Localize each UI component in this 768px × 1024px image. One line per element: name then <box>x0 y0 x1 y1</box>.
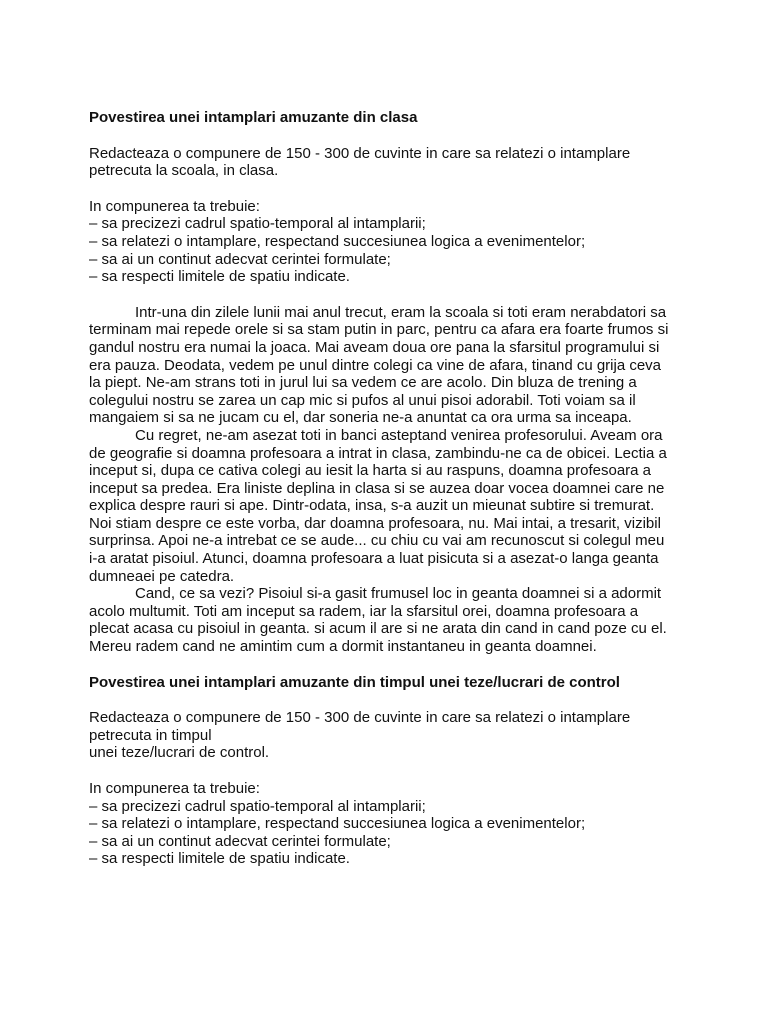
story-line: Cand, ce sa vezi? Pisoiul si-a gasit frumusel loc in geanta doamnei si a adormit <box>135 585 662 603</box>
story-line: Intr-una din zilele lunii mai anul trecut, eram la scoala si toti eram nerabdatori sa <box>135 303 667 321</box>
requirement-item: – sa relatezi o intamplare, respectand succesiunea logica a evenimentelor; <box>89 232 586 250</box>
story-line: terminam mai repede orele si sa stam putin in parc, pentru ca afara era foarte frumos si <box>89 321 669 339</box>
story-line: Mereu radem cand ne amintim cum a dormit instantaneu in geanta doamnei. <box>89 638 597 656</box>
requirement-item: – sa ai un continut adecvat cerintei formulate; <box>89 250 391 268</box>
story-line: Noi stiam despre ce este vorba, dar doamna profesoara, nu. Mai intai, a tresarit, vizibil <box>89 514 661 532</box>
section2-title: Povestirea unei intamplari amuzante din timpul unei teze/lucrari de control <box>89 673 620 691</box>
section1-requirements <box>89 198 679 286</box>
section2-requirements <box>89 780 679 868</box>
section1-prompt <box>89 145 679 180</box>
story-line: inceput si, dupa ce cativa colegi au iesit la harta si au raspuns, doamna profesoara a <box>89 462 652 480</box>
story-line: colegului nostru se zarea un cap mic si pufos al unui pisoi adorabil. Toti voiam sa il <box>89 391 636 409</box>
story-line: mangaiem si sa ne jucam cu el, dar soneria ne-a anuntat ca ora urma sa inceapa. <box>89 409 632 427</box>
story-line: era pauza. Deodata, vedem pe unul dintre colegi ca vine de afara, tinand cu grija ceva <box>89 356 662 374</box>
requirement-item: – sa relatezi o intamplare, respectand succesiunea logica a evenimentelor; <box>89 815 586 833</box>
section2-prompt <box>89 709 679 762</box>
story-line: inceput sa predea. Era liniste deplina in clasa si se auzea doar vocea doamnei care ne <box>89 479 665 497</box>
requirements-intro: In compunerea ta trebuie: <box>89 197 260 215</box>
document-content <box>89 109 679 868</box>
story-line: plecat acasa cu pisoiul in geanta. si acum il are si ne arata din cand in cand poze cu el. <box>89 620 667 638</box>
section1-title: Povestirea unei intamplari amuzante din clasa <box>89 109 418 126</box>
requirement-item: – sa ai un continut adecvat cerintei formulate; <box>89 832 391 850</box>
requirement-item: – sa respecti limitele de spatiu indicate. <box>89 850 350 868</box>
requirement-item: – sa precizezi cadrul spatio-temporal al intamplarii; <box>89 215 426 233</box>
section1-prompt-line: petrecuta la scoala, in clasa. <box>89 162 279 180</box>
requirement-item: – sa respecti limitele de spatiu indicate. <box>89 268 350 286</box>
section2-prompt-line: Redacteaza o compunere de 150 - 300 de cuvinte in care sa relatezi o intamplare <box>89 709 631 727</box>
story-line: surprinsa. Apoi ne-a intrebat ce se aude... cu chiu cu vai am recunoscut si colegul meu <box>89 532 665 550</box>
story-line: la piept. Ne-am strans toti in jurul lui sa vedem ce are acolo. Din bluza de trening a <box>89 374 637 392</box>
section2-prompt-line: petrecuta in timpul <box>89 726 212 744</box>
story-line: dumneaei pe catedra. <box>89 567 235 585</box>
story-line: acolo multumit. Toti am inceput sa radem, iar la sfarsitul orei, doamna profesoara a <box>89 602 639 620</box>
section2-prompt-line: unei teze/lucrari de control. <box>89 744 270 762</box>
story-line: de geografie si doamna profesoara a intrat in clasa, zambindu-ne ca de obicei. Lectia a <box>89 444 667 462</box>
story-line: gandul nostru era numai la joaca. Mai aveam doua ore pana la sfarsitul programului si <box>89 338 660 356</box>
story-line: Cu regret, ne-am asezat toti in banci asteptand venirea profesorului. Aveam ora <box>135 426 663 444</box>
story-text <box>89 304 679 656</box>
story-line: i-a aratat pisoiul. Atunci, doamna profesoara a luat pisicuta si a asezat-o langa geanta <box>89 550 659 568</box>
requirements-intro: In compunerea ta trebuie: <box>89 780 260 797</box>
section1-prompt-line: Redacteaza o compunere de 150 - 300 de cuvinte in care sa relatezi o intamplare <box>89 144 631 162</box>
story-line: explica despre rauri si ape. Dintr-odata, insa, s-a auzit un mieunat subtire si tremurat. <box>89 497 655 515</box>
requirement-item: – sa precizezi cadrul spatio-temporal al intamplarii; <box>89 797 426 815</box>
